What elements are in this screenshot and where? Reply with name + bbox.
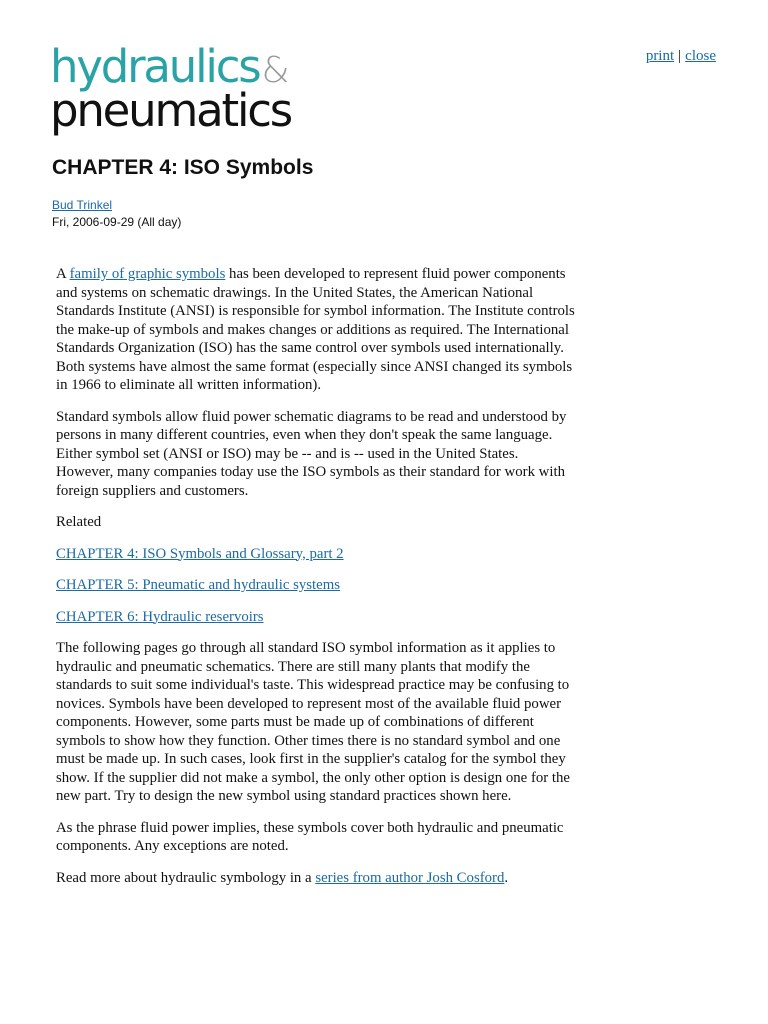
intro-text-start: A (56, 266, 70, 282)
print-link[interactable]: print (645, 48, 675, 64)
paragraph-intro (56, 265, 578, 395)
paragraph-standard-symbols: Standard symbols allow fluid power schematic diagrams to be read and understood by persons in many different countries, even when they don't speak the same language. Either symbol set (ANSI or ISO) may be -- and is -- used in the United States. However, many companies today use the ISO symbols as their standard for work with foreign suppliers and customers. (56, 408, 567, 499)
paragraph-following-pages: The following pages go through all standard ISO symbol information as it applies to hydraulic and pneumatic schematics. There are still many plants that modify the standards to suit some individual's taste. This widespread practice may be confusing to novices. Symbols have been developed to represent most of the available fluid power components. However, some parts must be made up of combinations of different symbols to show how they function. Other times there is no standard symbol and one must be made up. In such cases, look first in the supplier's catalog for the symbol they show. If the supplier did not make a symbol, the only other option is design one for the new part. Try to design the new symbol using standard practices shown here. (56, 640, 570, 804)
author-link[interactable]: Bud Trinkel (52, 198, 113, 212)
paragraph-fluid-power: As the phrase fluid power implies, these symbols cover both hydraulic and pneumatic components. Any exceptions are noted. (56, 819, 564, 854)
related-label: Related (56, 514, 102, 530)
related-item (56, 545, 578, 564)
intro-text-rest: has been developed to represent fluid power components and systems on schematic drawings. In the United States, the American National Standards Institute (ANSI) is responsible for symbol information. The Institute controls the make-up of symbols and makes changes or additions as required. The International Standards Organization (ISO) has the same control over symbols used internationally. Both systems have almost the same format (especially since ANSI changed its symbols in 1966 to eliminate all written information). (56, 266, 575, 393)
close-link[interactable]: close (685, 48, 716, 64)
family-of-symbols-link[interactable]: family of graphic symbols (69, 266, 226, 282)
read-more-text: Read more about hydraulic symbology in a (56, 869, 316, 886)
print-close-toolbar (646, 48, 716, 65)
logo-ampersand: & (261, 50, 290, 91)
related-link-chapter4-part2[interactable]: CHAPTER 4: ISO Symbols and Glossary, part 2 (56, 545, 344, 562)
article-body (56, 265, 578, 900)
related-item (56, 576, 578, 595)
related-link-chapter5[interactable]: CHAPTER 5: Pneumatic and hydraulic systems (56, 577, 340, 593)
paragraph-read-more (56, 869, 578, 888)
logo-word-hydraulics: hydraulics (50, 40, 260, 93)
toolbar-separator: | (678, 48, 682, 64)
article-date: Fri, 2006-09-29 (All day) (52, 215, 182, 229)
read-more-end: . (504, 869, 509, 886)
article-meta (52, 198, 181, 229)
josh-cosford-series-link[interactable]: series from author Josh Cosford (315, 869, 505, 886)
related-item (56, 608, 578, 627)
site-logo[interactable] (50, 40, 292, 137)
article-title: CHAPTER 4: ISO Symbols (52, 156, 314, 179)
related-link-chapter6[interactable]: CHAPTER 6: Hydraulic reservoirs (56, 608, 264, 625)
logo-word-pneumatics: pneumatics (50, 84, 292, 137)
